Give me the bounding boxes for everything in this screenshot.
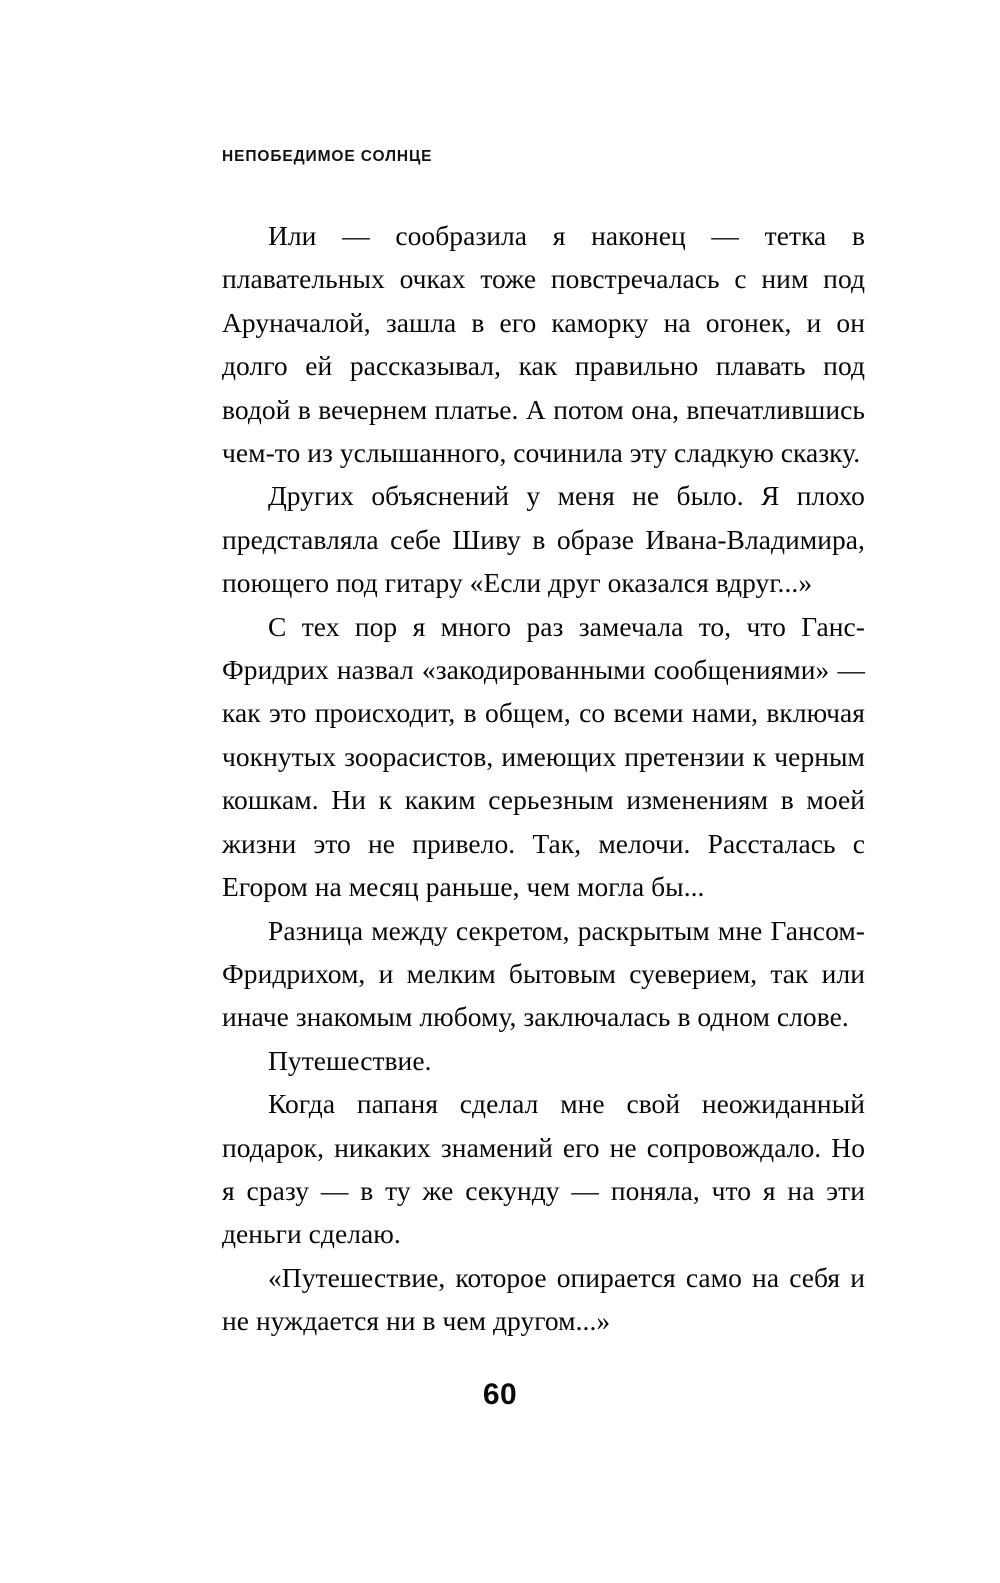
paragraph: Путешествие.: [268, 1044, 432, 1076]
paragraph: «Путешествие, которое опирается само на себя и не нуждается ни в чем другом...»: [222, 1261, 865, 1337]
paragraph: С тех пор я много раз замечала то, что Ганс-Фридрих назвал «закодированными сообщениями» — как это происходит, в общем, со всеми нами, включая чокнутых зоорасистов, имеющих претензии к черным кошкам. Ни к каким серьезным изменениям в моей жизни это не привело. Так, мелочи. Рассталась с Егором на месяц раньше, чем могла бы...: [222, 610, 865, 903]
page-number: 60: [482, 1378, 518, 1411]
paragraph: Когда папаня сделал мне свой неожиданный подарок, никаких знамений его не сопровождало. Но я сразу — в ту же секунду — поняла, что я на эти деньги сделаю.: [222, 1088, 865, 1250]
paragraph: Разница между секретом, раскрытым мне Гансом-Фридрихом, и мелким бытовым суеверием, так или иначе знакомым любому, заключалась в одном слове.: [222, 914, 865, 1033]
paragraph: Или — сообразила я наконец — тетка в плавательных очках тоже повстречалась с ним под Аруначалой, зашла в его каморку на огонек, и он долго ей рассказывал, как правильно плавать под водой в вечернем платье. А потом она, впечатлившись чем-то из услышанного, сочинила эту сладкую сказку.: [222, 220, 865, 469]
running-head: НЕПОБЕДИМОЕ СОЛНЦЕ: [222, 148, 433, 165]
paragraph: Других объяснений у меня не было. Я плохо представляла себе Шиву в образе Ивана-Владимира, поющего под гитару «Если друг оказался вдруг...»: [222, 480, 865, 599]
body-text: [222, 214, 865, 1343]
